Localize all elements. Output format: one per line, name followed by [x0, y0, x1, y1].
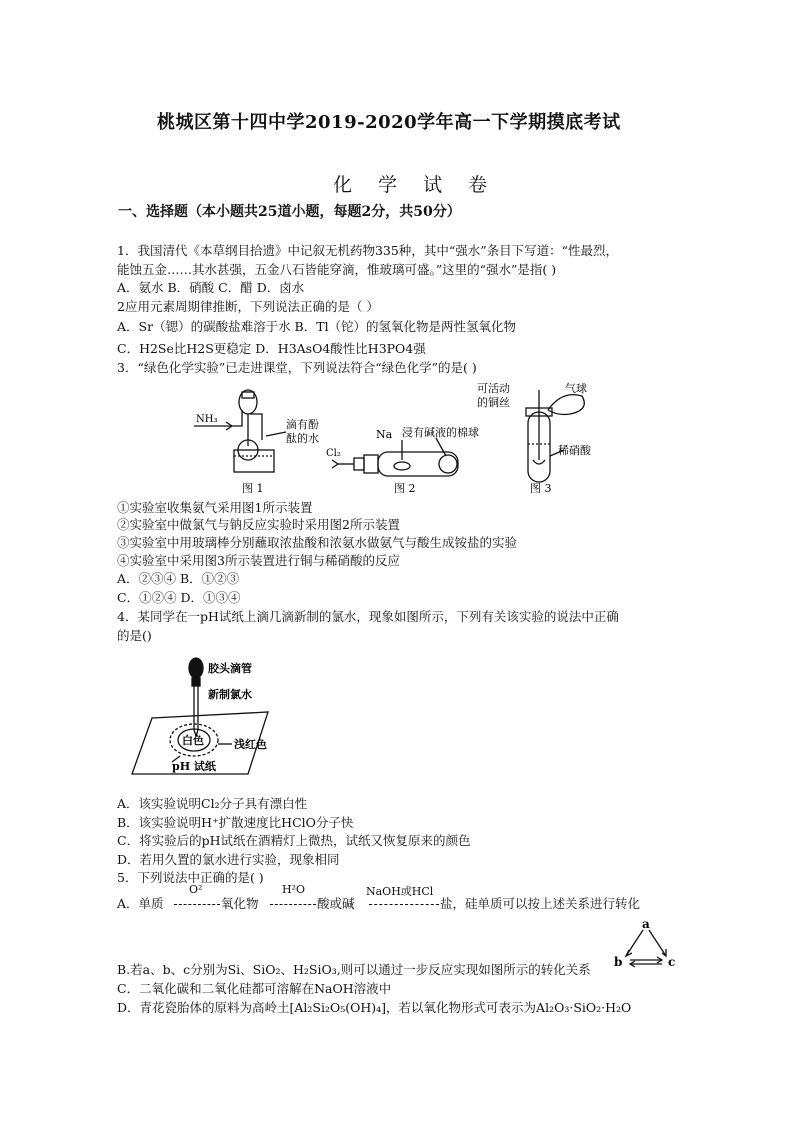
q4-option-a: A．该实验说明Cl₂分子具有漂白性: [117, 796, 308, 811]
q3-options-cd: C．①②④ D．①③④: [117, 590, 241, 605]
tri-label-a: a: [642, 917, 650, 931]
q4-red-label: 浅红色: [234, 738, 267, 751]
q5-option-c: C．二氧化碳和二氧化硅都可溶解在NaOH溶液中: [117, 981, 392, 996]
q5-arrow-1: [174, 904, 220, 905]
exam-title: 桃城区第十四中学2019-2020学年高一下学期摸底考试: [157, 112, 621, 133]
fig3-caption: 图 3: [530, 482, 552, 495]
q4-white-label: 白色: [182, 734, 204, 747]
q5-triangle-diagram: [612, 916, 680, 972]
fig2-caption: 图 2: [394, 482, 416, 495]
q4-option-d: D．若用久置的氯水进行实验，现象相同: [117, 852, 340, 867]
q4-water-label: 新制氯水: [208, 688, 252, 701]
tri-label-c: c: [668, 955, 676, 969]
q4-option-c: C．将实验后的pH试纸在酒精灯上微热，试纸又恢复原来的颜色: [117, 833, 471, 848]
q5-reagent-1: O²: [189, 883, 203, 896]
q5-arrow-2: [270, 904, 316, 905]
q4-option-b: B．该实验说明H⁺扩散速度比HClO分子快: [117, 815, 354, 830]
q5-reagent-3: NaOH或HCl: [366, 885, 434, 898]
q5-arrow-3: [369, 904, 439, 905]
fig3-wire-label-2: 的铜丝: [477, 396, 510, 409]
fig1-water-label-2: 酞的水: [286, 432, 319, 445]
q4-ph-paper-figure: [128, 652, 278, 780]
q1-line1: 1．我国清代《本草纲目拾遗》中记叙无机药物335种，其中“强水”条目下写道：“性最烈，: [117, 243, 618, 258]
q5-reagent-2: H²O: [282, 883, 306, 896]
fig1-nh3-label: NH₃: [196, 414, 218, 425]
fig3-acid-label: 稀硝酸: [558, 444, 591, 457]
fig1-water-label-1: 滴有酚: [286, 418, 319, 431]
q5-option-b: B.若a、b、c分别为Si、SiO₂、H₂SiO₃,则可以通过一步反应实现如图所示的转化关系: [117, 962, 591, 977]
q5-product-1: 氧化物: [221, 896, 259, 911]
q1-line2: 能蚀五金……其水甚强，五金八石皆能穿滴，惟玻璃可盛。”这里的“强水”是指( ): [117, 262, 557, 277]
q5-product-2: 酸或碱: [317, 896, 355, 911]
q5-option-d: D．青花瓷胎体的原料为高岭土[Al₂Si₂O₅(OH)₄]，若以氧化物形式可表示为Al₂O₃·SiO₂·H₂O: [117, 1000, 632, 1015]
q3-apparatus-figure: [190, 380, 610, 498]
q3-statement-2: ②实验室中做氯气与钠反应实验时采用图2所示装置: [117, 517, 400, 532]
q3-statement-3: ③实验室中用玻璃棒分别蘸取浓盐酸和浓氨水做氨气与酸生成铵盐的实验: [117, 535, 518, 550]
q1-options: A．氨水 B．硝酸 C．醋 D．卤水: [117, 280, 305, 295]
fig1-caption: 图 1: [242, 482, 264, 495]
q3-options-ab: A．②③④ B．①②③: [117, 571, 240, 586]
q2-options-ab: A．Sr（锶）的碳酸盐难溶于水 B．Tl（铊）的氢氧化物是两性氢氧化物: [117, 319, 517, 334]
fig3-balloon-label: 气球: [565, 382, 587, 395]
q3-stem: 3．“绿色化学实验”已走进课堂，下列说法符合“绿色化学”的是( ): [117, 360, 477, 375]
q5-option-a-suffix: 盐，硅单质可以按上述关系进行转化: [440, 896, 641, 911]
exam-subtitle: 化 学 试 卷: [333, 174, 498, 196]
q4-paper-label: pH 试纸: [172, 760, 216, 773]
q2-options-cd: C．H2Se比H2S更稳定 D．H3AsO4酸性比H3PO4强: [117, 341, 426, 356]
q4-dropper-label: 胶头滴管: [208, 662, 252, 675]
q3-statement-4: ④实验室中采用图3所示装置进行铜与稀硝酸的反应: [117, 553, 400, 568]
fig3-wire-label-1: 可活动: [477, 382, 510, 395]
fig2-na-label: Na: [376, 428, 393, 441]
fig2-cotton-label: 浸有碱液的棉球: [402, 426, 479, 439]
fig2-cl2-label: Cl₂: [326, 448, 341, 459]
q2-stem: 2应用元素周期律推断，下列说法正确的是（ ）: [117, 299, 379, 314]
q5-stem: 5．下列说法中正确的是( ): [117, 870, 264, 885]
q4-line2: 的是(): [117, 628, 152, 643]
section-heading: 一、选择题（本小题共25道小题，每题2分，共50分）: [118, 204, 461, 220]
tri-label-b: b: [614, 955, 623, 969]
q5-option-a-prefix: A．单质: [117, 896, 164, 911]
q3-statement-1: ①实验室收集氨气采用图1所示装置: [117, 500, 313, 515]
q4-line1: 4．某同学在一pH试纸上滴几滴新制的氯水，现象如图所示，下列有关该实验的说法中正确: [117, 609, 619, 624]
